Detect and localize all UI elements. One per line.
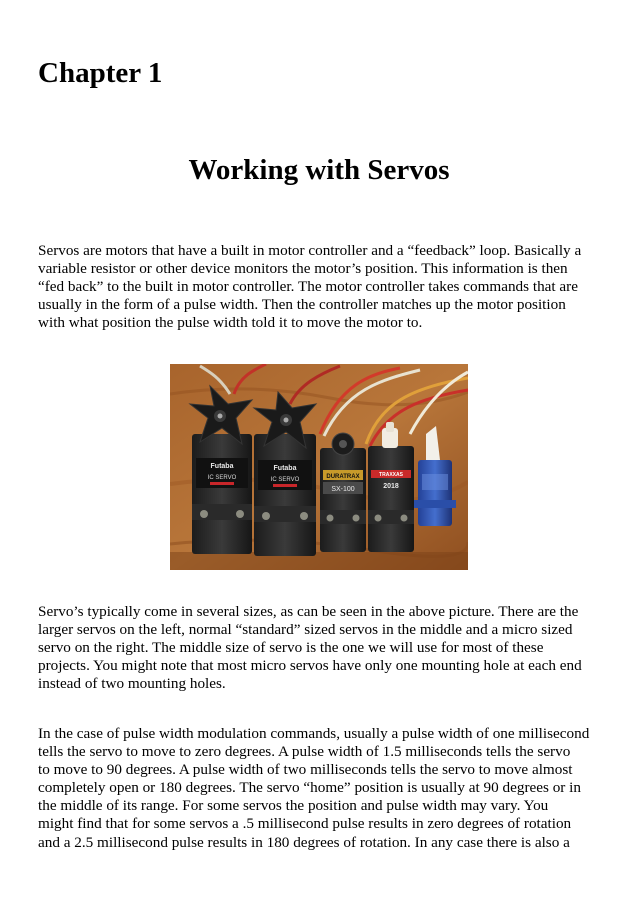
text-line: Servo’s typically come in several sizes, as can be seen in the above picture. There are the [38,603,579,620]
text-line: the middle of its range. For some servos the position and pulse width may vary. You [38,797,549,815]
traxxas-label: TRAXXAS [379,472,403,478]
text-line: instead of two mounting holes. [38,675,226,693]
text-line: with what position the pulse width told it to move the motor to. [38,314,423,332]
text-line: Servos are motors that have a built in motor controller and a “feedback” loop. Basically a [38,242,582,259]
text-line: might find that for some servos a .5 millisecond pulse results in zero degrees of rotation [38,815,572,833]
text-line: projects. You might note that most micro servos have only one mounting hole at each end [38,657,582,675]
text-line: “fed back” to the built in motor controller. The motor controller takes commands that are [38,278,578,296]
pwm-paragraph [38,725,604,852]
servo-photo [170,364,468,570]
text-line: tells the servo to move to zero degrees. A pulse width of 1.5 milliseconds tells the servo [38,743,571,761]
intro-paragraph [38,242,604,332]
text-line: larger servos on the left, normal “standard” sized servos in the middle and a micro sized [38,621,573,639]
text-line: variable resistor or other device monitors the motor’s position. This information is then [38,260,568,278]
servo-standard-duratrax [320,433,366,552]
text-line: to move to 90 degrees. A pulse width of two milliseconds tells the servo to move almost [38,761,573,779]
servo-label-1: IC SERVO [207,475,237,481]
duratrax-label: DURATRAX [326,474,360,480]
sx100-label: SX-100 [331,486,355,493]
text-line: usually in the form of a pulse width. Then the controller matches up the motor position [38,296,566,314]
futaba-logo-1: Futaba [210,463,234,470]
servo-label-2: IC SERVO [270,477,300,483]
model-2018-label: 2018 [383,483,399,490]
chapter-heading: Chapter 1 [38,57,163,89]
text-line: completely open or 180 degrees. The servo “home” position is usually at 90 degrees or in [38,779,581,797]
page-title: Working with Servos [188,154,450,186]
sizes-paragraph [38,603,604,693]
servo-large-1 [190,386,252,554]
text-line: servo on the right. The middle size of servo is the one we will use for most of these [38,639,544,657]
text-line: In the case of pulse width modulation commands, usually a pulse width of one millisecond [38,725,590,742]
text-line: and a 2.5 millisecond pulse results in 180 degrees of rotation. In any case there is also a [38,833,570,851]
futaba-logo-2: Futaba [273,465,297,472]
